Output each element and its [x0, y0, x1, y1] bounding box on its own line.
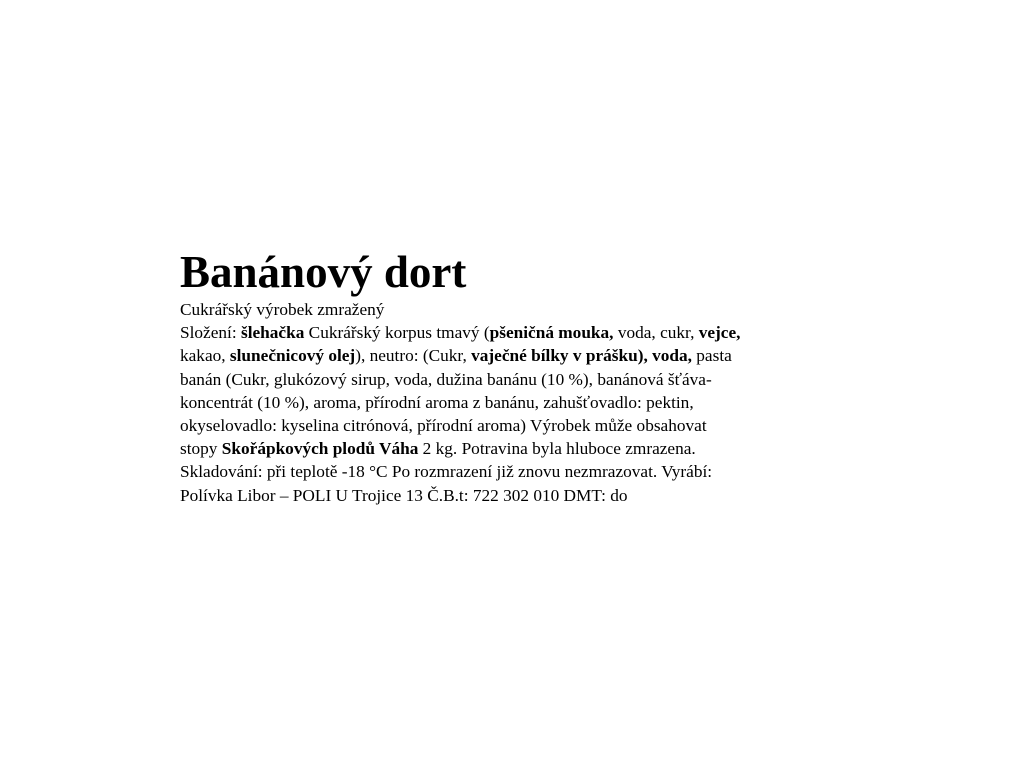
- text-segment: voda, cukr,: [613, 323, 699, 343]
- text-segment: Cukrářský korpus tmavý (: [304, 323, 490, 343]
- bold-segment: vaječné bílky v prášku), voda,: [471, 346, 692, 366]
- text-segment: koncentrát (10 %), aroma, přírodní aroma z banánu, zahušťovadlo: pektin,: [180, 392, 694, 412]
- bold-segment: pšeničná mouka,: [489, 323, 614, 343]
- bold-segment: šlehačka: [240, 323, 305, 343]
- bold-segment: Skořápkových plodů Váha: [221, 439, 419, 459]
- text-line: [180, 414, 860, 437]
- text-segment: Složení:: [180, 323, 241, 343]
- text-line: [180, 321, 860, 344]
- product-title: Banánový dort: [180, 247, 467, 297]
- text-segment: banán (Cukr, glukózový sirup, voda, dužina banánu (10 %), banánová šťáva-: [180, 369, 712, 389]
- product-label: [180, 246, 860, 507]
- bold-segment: slunečnicový olej: [229, 346, 356, 366]
- text-segment: stopy: [180, 439, 222, 459]
- text-segment: okyselovadlo: kyselina citrónová, přírodní aroma) Výrobek může obsahovat: [180, 416, 707, 436]
- text-segment: 2 kg. Potravina byla hluboce zmrazena.: [418, 439, 696, 459]
- text-line: [180, 344, 860, 367]
- text-segment: pasta: [691, 346, 732, 366]
- bold-segment: vejce,: [698, 323, 741, 343]
- text-segment: kakao,: [180, 346, 230, 366]
- text-line: [180, 391, 860, 414]
- text-line: [180, 437, 860, 460]
- text-segment: ), neutro: (Cukr,: [355, 346, 472, 366]
- text-line: [180, 484, 860, 507]
- label-body: [180, 298, 860, 507]
- text-line: [180, 368, 860, 391]
- text-line: [180, 460, 860, 483]
- text-segment: Polívka Libor – POLI U Trojice 13 Č.B.t: 722 302 010 DMT: do: [180, 485, 628, 505]
- text-segment: Skladování: při teplotě -18 °C Po rozmrazení již znovu nezmrazovat. Vyrábí:: [180, 462, 713, 482]
- subtitle-line: Cukrářský výrobek zmražený: [180, 300, 385, 319]
